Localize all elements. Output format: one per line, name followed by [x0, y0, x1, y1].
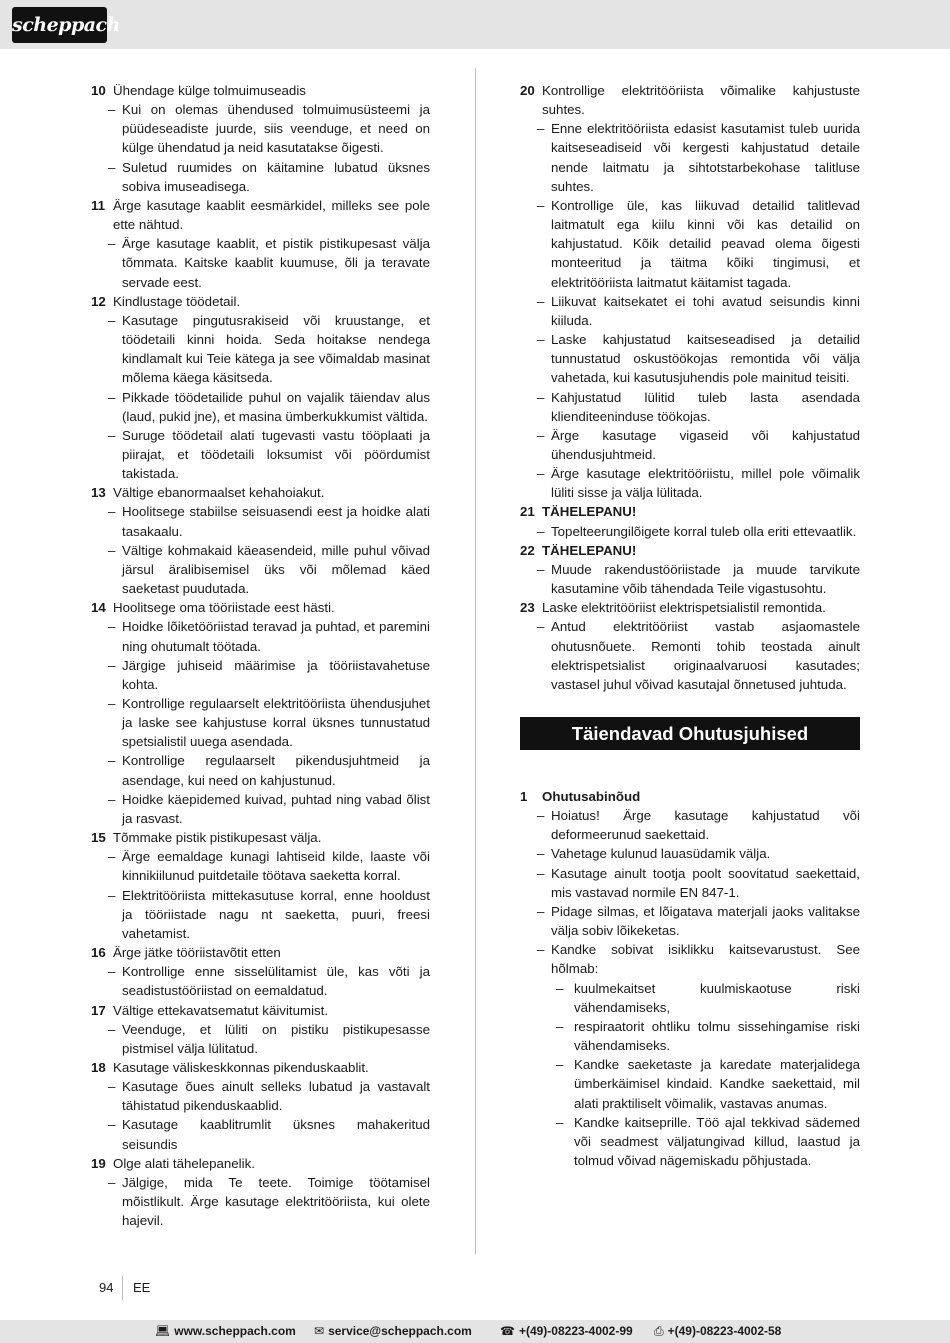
page-number: 94 [99, 1280, 114, 1295]
sub-item-text: Hoiatus! Ärge kasutage kahjustatud või deformeerunud saekettaid. [551, 808, 860, 843]
sub-item-text: Suletud ruumides on käitamine lubatud üksnes sobiva imuseadisega. [122, 159, 430, 194]
dash-marker: – [537, 846, 545, 862]
dash-marker: – [108, 1174, 116, 1190]
item-number: 19 [91, 1155, 106, 1171]
item-number: 23 [520, 600, 535, 616]
sub-item [91, 502, 430, 540]
sub-item [91, 1173, 430, 1230]
dash-marker: – [537, 561, 545, 577]
header-bar [0, 0, 950, 49]
sub-item [91, 541, 430, 598]
phone-icon: ☎︎ [500, 1324, 515, 1338]
item-number: 17 [91, 1002, 106, 1018]
sub-item-text: Ärge kasutage vigaseid või kahjustatud ühendusjuhtmeid. [551, 427, 860, 462]
dash-marker: – [537, 942, 545, 958]
list-item [91, 1058, 430, 1077]
item-text: TÄHELEPANU! [542, 504, 637, 520]
sub-item [520, 388, 860, 426]
dash-marker: – [108, 427, 116, 443]
section-heading: Täiendavad Ohutusjuhised [520, 717, 860, 750]
sub-item-text: Kandke saeketaste ja karedate materjalidega ümberkäimisel kindaid. Kandke saekettaid, mil alati praktiliselt võimalik, vastavas anumas. [574, 1057, 860, 1111]
sub-item [91, 790, 430, 828]
sub-item [91, 388, 430, 426]
computer-icon: 💻︎ [155, 1324, 171, 1338]
sub-item [91, 847, 430, 885]
item-number: 15 [91, 830, 106, 846]
sub-item [91, 1020, 430, 1058]
logo-text: scheppach [12, 14, 120, 36]
sub-item-text: Vältige kohmakaid käeasendeid, mille puhul võivad järsul äralibisemisel üks või mõlemad käed saeketast puudutada. [122, 542, 430, 597]
dash-marker: – [537, 197, 545, 213]
list-item [520, 541, 860, 560]
dash-marker: – [108, 887, 116, 903]
sub-item [520, 119, 860, 196]
list-item [520, 502, 860, 521]
list-item [520, 81, 860, 119]
sub-item-text: Kandke sobivat isiklikku kaitsevarustust. See hõlmab: [551, 942, 860, 977]
sub-item [91, 1077, 430, 1115]
list-item [91, 598, 430, 617]
sub-item-text: Pikkade töödetailide puhul on vajalik täiendav alus (laud, pukid jne), et masina ümberkukkumist vältida. [122, 389, 430, 424]
dash-marker: – [537, 427, 545, 443]
dash-marker: – [537, 389, 545, 405]
dash-marker: – [108, 964, 116, 980]
sub-item-text: Vahetage kulunud lauasüdamik välja. [551, 846, 771, 862]
sub-item [91, 751, 430, 789]
sub-item-text: Kahjustatud lülitid tuleb lasta asendada klienditeeninduse töökojas. [551, 389, 860, 424]
section-spacer [520, 773, 860, 787]
dash-marker: – [537, 121, 545, 137]
item-text: Kontrollige elektritööriista võimalike kahjustuste suhtes. [542, 83, 860, 118]
sub-item-text: Kontrollige enne sisselülitamist üle, kas võti ja seadistustööriistad on eemaldatud. [122, 964, 430, 999]
sub-item-text: Järgige juhiseid määrimise ja tööriistavahetuse kohta. [122, 657, 430, 692]
sub-item-text: Kui on olemas ühendused tolmuimusüsteemi ja püüdeseadiste juurde, siis veenduge, et need on külge ühendatud ja neid kasutatakse õigesti. [122, 102, 430, 156]
sub-item [520, 844, 860, 863]
item-number: 11 [91, 197, 106, 213]
sub-item [520, 617, 860, 694]
footer-fax[interactable] [654, 1320, 781, 1343]
sub-item [91, 656, 430, 694]
dash-marker: – [108, 696, 116, 711]
sub-item-text: Kasutage pingutusrakiseid või kruustange, et töödetaili kinni hoida. Seda hoitakse nendega kindlamalt kui Teie kätega ja see võimaldab masinat mõlema käega käsitseda. [122, 312, 430, 386]
item-text: Laske elektritööriist elektrispetsialistil remontida. [542, 600, 826, 616]
dash-marker: – [108, 1021, 116, 1037]
sub-item-text: Laske kahjustatud kaitseseadised ja detailid tunnustatud oskustöökojas remontida või välja vahetada, kui kasutusjuhendis pole mainitud teisiti. [551, 332, 860, 386]
item-text: Hoolitsege oma tööriistade eest hästi. [113, 600, 335, 616]
sub-item [520, 196, 860, 292]
list-item [91, 292, 430, 311]
sub-item [520, 522, 860, 541]
fax-icon: ⎙ [654, 1324, 664, 1338]
list-item [91, 1154, 430, 1173]
dash-marker: – [537, 865, 545, 881]
sub-item-text: Liikuvat kaitsekatet ei tohi avatud seisundis kinni kiiluda. [551, 293, 860, 328]
list-item [91, 81, 430, 100]
sub-item-text: Jälgige, mida Te teete. Toimige töötamisel mõistlikult. Ärge kasutage elektritööriista, kui olete hajevil. [122, 1174, 430, 1229]
footer-email-text: service@scheppach.com [328, 1324, 472, 1338]
item-text: Ärge jätke tööriistavõtit etten [113, 945, 281, 961]
sub-item [91, 886, 430, 943]
sub-item-text: Antud elektritööriist vastab asjaomastele ohutusnõuete. Remonti tohib teostada ainult elektrispetsialist originaalvaruosi kasutades; vastasel juhul võivad kasutajal õnnetused juhtuda. [551, 619, 860, 692]
list-item [520, 787, 860, 806]
item-text: Ohutusabinõud [542, 789, 641, 804]
list-item [520, 598, 860, 617]
sub-item-text: Kandke kaitseprille. Töö ajal tekkivad sädemed või seadmest väljatungivad killud, laastud ja tolmud võivad nägemiskadu põhjustada. [574, 1114, 860, 1168]
dash-marker: – [108, 159, 116, 175]
sub-item [91, 158, 430, 196]
sub-sub-item [520, 1017, 860, 1055]
list-item [91, 828, 430, 847]
dash-marker: – [108, 791, 116, 807]
sub-item [91, 100, 430, 157]
item-text: Ärge kasutage kaablit eesmärkidel, milleks see pole ette nähtud. [113, 197, 430, 233]
sub-item [520, 426, 860, 464]
item-number: 13 [91, 485, 106, 501]
sub-item [91, 234, 430, 291]
sub-item-text: Topelteerungilõigete korral tuleb olla eriti ettevaatlik. [551, 523, 857, 539]
dash-marker: – [537, 523, 545, 539]
sub-item-text: Veenduge, et lüliti on pistiku pistikupesasse pistmisel välja lülitatud. [122, 1021, 430, 1056]
sub-item-text: Kontrollige regulaarselt pikendusjuhtmeid ja asendage, kui need on kahjustunud. [122, 753, 430, 788]
sub-item [520, 560, 860, 598]
item-number: 16 [91, 945, 106, 961]
dash-marker: – [537, 808, 545, 824]
dash-marker: – [108, 236, 116, 252]
sub-item-text: Suruge töödetail alati tugevasti vastu tööplaati ja piirajat, et töödetaili loksumist või pöördumist takistada. [122, 427, 430, 482]
dash-marker: – [108, 753, 116, 769]
sub-item [520, 806, 860, 844]
sub-item [91, 617, 430, 655]
dash-marker: – [537, 466, 545, 482]
column-divider [475, 68, 476, 1254]
left-column [91, 81, 430, 1230]
item-text: Tõmmake pistik pistikupesast välja. [113, 830, 322, 846]
sub-item-text: Hoidke lõiketööriistad teravad ja puhtad, et paremini ning ohutumalt töötada. [122, 619, 430, 654]
sub-item-text: respiraatorit ohtliku tolmu sissehingamise riski vähendamiseks. [574, 1018, 860, 1054]
dash-marker: – [537, 332, 545, 348]
sub-item [91, 962, 430, 1000]
dash-marker: – [108, 389, 116, 405]
sub-item-text: Ärge eemaldage kunagi lahtiseid kilde, laaste või kinnikiilunud puitdetaile töötava saeketta korral. [122, 849, 430, 884]
footer-phone-text: +(49)-08223-4002-99 [518, 1324, 633, 1338]
list-item [91, 943, 430, 962]
dash-marker: – [108, 849, 116, 865]
sub-item-text: Hoolitsege stabiilse seisuasendi eest ja hoidke alati tasakaalu. [122, 504, 430, 539]
sub-item-text: kuulmekaitset kuulmiskaotuse riski vähendamiseks, [574, 980, 860, 1015]
footer-web-text: www.scheppach.com [174, 1324, 296, 1338]
dash-marker: – [108, 102, 116, 118]
footer-fax-text: +(49)-08223-4002-58 [667, 1324, 782, 1338]
sub-item-text: Kontrollige üle, kas liikuvad detailid talitlevad laitmatult ega kiilu kinni või kas detailid on kahjustatud. Kõik detailid peavad olema õigesti monteeritud ja täitma kõiki tingimusi, et elektritööriista laitmatut käitamist tagada. [551, 197, 860, 290]
sub-item [520, 330, 860, 387]
sub-item [91, 1115, 430, 1153]
footer-bar [0, 1320, 950, 1343]
right-column [520, 81, 860, 1170]
item-text: Vältige ettekavatsematut käivitumist. [113, 1002, 329, 1018]
sub-item-text: Pidage silmas, et lõigatava materjali jaoks valitakse välja sobiv lõikeketas. [551, 903, 860, 939]
sub-item [520, 902, 860, 940]
dash-marker: – [108, 657, 116, 673]
list-item [91, 483, 430, 502]
item-text: TÄHELEPANU! [542, 542, 637, 558]
item-number: 14 [91, 600, 106, 616]
page-language: EE [133, 1280, 151, 1295]
item-number: 12 [91, 293, 106, 309]
sub-item [520, 940, 860, 978]
sub-sub-item [520, 1113, 860, 1170]
sub-item-text: Muude rakendustööriistade ja muude tarvikute kasutamine võib tähendada Teile vigastusohtu. [551, 561, 860, 597]
list-item [91, 196, 430, 234]
sub-item-text: Elektritööriista mittekasutuse korral, enne hooldust ja tööriistade nagu nt saeketta, puuri, freesi vahetamist. [122, 887, 430, 941]
sub-sub-item [520, 979, 860, 1017]
dash-marker: – [108, 1079, 116, 1095]
dash-marker: – [537, 619, 545, 635]
sub-item-text: Kasutage kaablitrumlit üksnes mahakeritud seisundis [122, 1117, 430, 1152]
item-text: Ühendage külge tolmuimuseadis [113, 83, 306, 98]
item-text: Vältige ebanormaalset kehahoiakut. [113, 485, 325, 501]
brand-logo [12, 7, 120, 43]
sub-item-text: Hoidke käepidemed kuivad, puhtad ning vabad õlist ja rasvast. [122, 791, 430, 826]
sub-item-text: Enne elektritööriista edasist kasutamist tuleb uurida kaitseseadiseid või kergesti kahjustatud detaile nende laitmatu ja sihtotstarbekohase talitluse suhtes. [551, 121, 860, 194]
item-number: 10 [91, 83, 106, 98]
dash-marker: – [108, 1117, 116, 1133]
dash-marker: – [537, 903, 545, 919]
dash-marker: – [108, 542, 116, 558]
sub-item-text: Kontrollige regulaarselt elektritööriista ühendusjuhet ja laske see kahjustuse korral üksnes tunnustatud spetsialistil uuega asendada. [122, 696, 430, 750]
mail-icon: ✉︎ [314, 1324, 325, 1338]
sub-item [520, 292, 860, 330]
dash-marker: – [556, 1018, 564, 1034]
sub-item [91, 426, 430, 483]
list-item [91, 1001, 430, 1020]
item-number: 20 [520, 83, 535, 98]
dash-marker: – [108, 504, 116, 520]
sub-item-text: Ärge kasutage kaablit, et pistik pistikupesast välja tõmmata. Kaitske kaablit kuumuse, õli ja teravate servade eest. [122, 236, 430, 290]
item-number: 18 [91, 1059, 106, 1075]
footer-email[interactable] [314, 1320, 472, 1343]
dash-marker: – [556, 980, 564, 996]
dash-marker: – [108, 619, 116, 635]
sub-sub-item [520, 1055, 860, 1112]
item-text: Kindlustage töödetail. [113, 293, 241, 309]
sub-item [91, 694, 430, 751]
sub-item-text: Kasutage õues ainult selleks lubatud ja vastavalt tähistatud pikenduskaablid. [122, 1079, 430, 1114]
dash-marker: – [556, 1057, 564, 1073]
dash-marker: – [556, 1114, 564, 1130]
item-number: 22 [520, 542, 535, 558]
sub-item [91, 311, 430, 388]
sub-item [520, 864, 860, 902]
footer-phone[interactable] [500, 1320, 633, 1343]
sub-item [520, 464, 860, 502]
item-text: Olge alati tähelepanelik. [113, 1155, 255, 1171]
item-number: 1 [520, 789, 528, 804]
item-number: 21 [520, 504, 535, 520]
footer-web[interactable] [155, 1320, 296, 1343]
dash-marker: – [537, 293, 545, 309]
sub-item-text: Ärge kasutage elektritööriistu, millel pole võimalik lüliti sisse ja välja lülitada. [551, 466, 860, 501]
dash-marker: – [108, 312, 116, 328]
page-number-divider [122, 1276, 123, 1300]
item-text: Kasutage väliskeskkonnas pikenduskaablit. [113, 1059, 369, 1075]
sub-item-text: Kasutage ainult tootja poolt soovitatud saekettaid, mis vastavad normile EN 847-1. [551, 865, 860, 900]
